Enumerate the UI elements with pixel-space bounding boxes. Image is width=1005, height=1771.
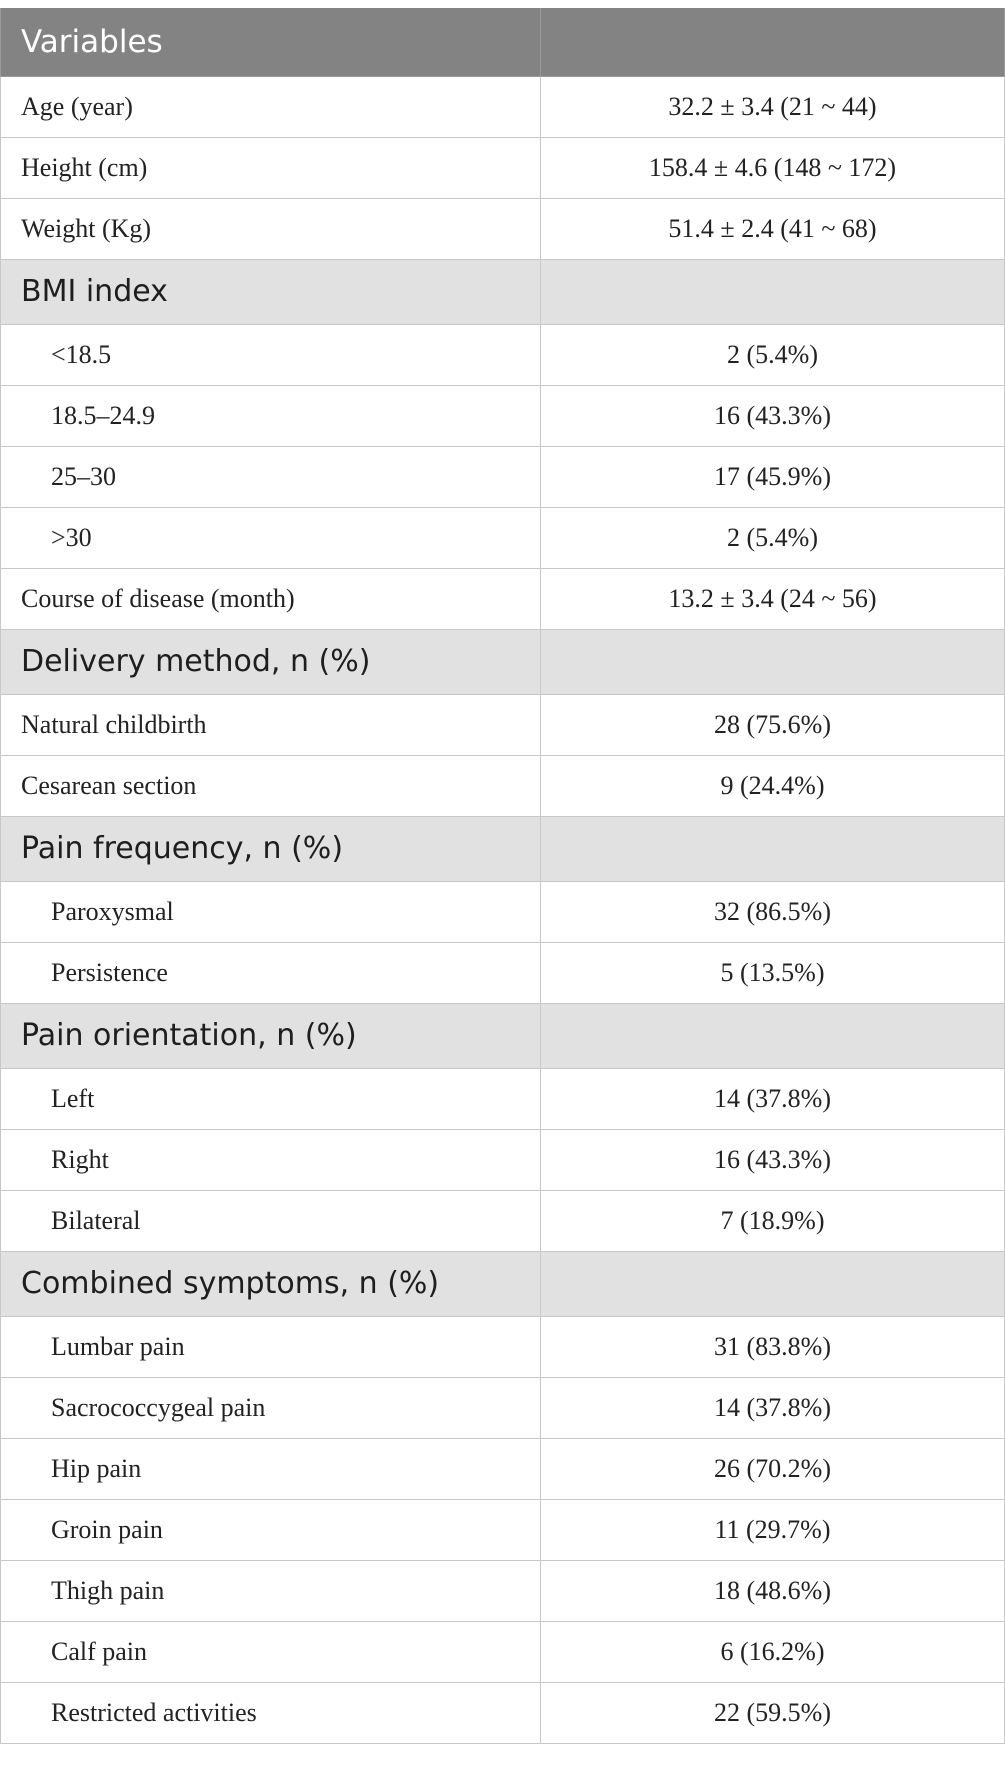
row-value: 17 (45.9%) <box>541 446 1005 507</box>
table-row <box>1 1190 1005 1251</box>
table-row <box>1 137 1005 198</box>
row-label: Right <box>1 1129 541 1190</box>
row-label: Restricted activities <box>1 1682 541 1743</box>
row-value: 2 (5.4%) <box>541 507 1005 568</box>
row-value: 13.2 ± 3.4 (24 ~ 56) <box>541 568 1005 629</box>
table-row <box>1 568 1005 629</box>
header-variables: Variables <box>1 8 541 76</box>
table-row <box>1 694 1005 755</box>
row-value: 5 (13.5%) <box>541 942 1005 1003</box>
table-row <box>1 1129 1005 1190</box>
section-label: Delivery method, n (%) <box>1 629 541 694</box>
table-row <box>1 881 1005 942</box>
table-row <box>1 1621 1005 1682</box>
table-row <box>1 755 1005 816</box>
row-value: 51.4 ± 2.4 (41 ~ 68) <box>541 198 1005 259</box>
table-row <box>1 1068 1005 1129</box>
row-label: Sacrococcygeal pain <box>1 1377 541 1438</box>
row-label: Persistence <box>1 942 541 1003</box>
section-header-row <box>1 1003 1005 1068</box>
row-label: 25–30 <box>1 446 541 507</box>
row-value: 18 (48.6%) <box>541 1560 1005 1621</box>
section-blank-cell <box>541 1003 1005 1068</box>
row-label: Left <box>1 1068 541 1129</box>
section-label: Pain orientation, n (%) <box>1 1003 541 1068</box>
row-value: 14 (37.8%) <box>541 1377 1005 1438</box>
table-row <box>1 1499 1005 1560</box>
section-blank-cell <box>541 629 1005 694</box>
table-row <box>1 1316 1005 1377</box>
table-row <box>1 1377 1005 1438</box>
row-label: Bilateral <box>1 1190 541 1251</box>
row-label: Thigh pain <box>1 1560 541 1621</box>
row-value: 26 (70.2%) <box>541 1438 1005 1499</box>
section-blank-cell <box>541 816 1005 881</box>
row-label: Height (cm) <box>1 137 541 198</box>
row-value: 16 (43.3%) <box>541 1129 1005 1190</box>
table-row <box>1 507 1005 568</box>
row-label: Paroxysmal <box>1 881 541 942</box>
row-value: 158.4 ± 4.6 (148 ~ 172) <box>541 137 1005 198</box>
row-value: 7 (18.9%) <box>541 1190 1005 1251</box>
row-label: Calf pain <box>1 1621 541 1682</box>
row-label: Groin pain <box>1 1499 541 1560</box>
row-value: 32.2 ± 3.4 (21 ~ 44) <box>541 76 1005 137</box>
table-row <box>1 1560 1005 1621</box>
table-row <box>1 942 1005 1003</box>
section-blank-cell <box>541 1251 1005 1316</box>
row-value: 9 (24.4%) <box>541 755 1005 816</box>
row-label: Cesarean section <box>1 755 541 816</box>
section-blank-cell <box>541 259 1005 324</box>
table-row <box>1 198 1005 259</box>
row-label: <18.5 <box>1 324 541 385</box>
row-label: Hip pain <box>1 1438 541 1499</box>
row-value: 16 (43.3%) <box>541 385 1005 446</box>
row-value: 31 (83.8%) <box>541 1316 1005 1377</box>
row-value: 28 (75.6%) <box>541 694 1005 755</box>
table-row <box>1 1682 1005 1743</box>
section-header-row <box>1 259 1005 324</box>
row-value: 2 (5.4%) <box>541 324 1005 385</box>
section-header-row <box>1 1251 1005 1316</box>
row-value: 22 (59.5%) <box>541 1682 1005 1743</box>
data-table-container <box>0 8 1004 1744</box>
table-row <box>1 76 1005 137</box>
row-label: Course of disease (month) <box>1 568 541 629</box>
row-value: 6 (16.2%) <box>541 1621 1005 1682</box>
table-row <box>1 324 1005 385</box>
table-row <box>1 446 1005 507</box>
table-row <box>1 385 1005 446</box>
section-label: Pain frequency, n (%) <box>1 816 541 881</box>
row-label: Weight (Kg) <box>1 198 541 259</box>
header-value <box>541 8 1005 76</box>
variables-table <box>0 8 1005 1744</box>
row-value: 32 (86.5%) <box>541 881 1005 942</box>
row-label: >30 <box>1 507 541 568</box>
row-value: 14 (37.8%) <box>541 1068 1005 1129</box>
section-header-row <box>1 816 1005 881</box>
row-label: Natural childbirth <box>1 694 541 755</box>
table-row <box>1 1438 1005 1499</box>
section-header-row <box>1 629 1005 694</box>
row-value: 11 (29.7%) <box>541 1499 1005 1560</box>
row-label: Lumbar pain <box>1 1316 541 1377</box>
section-label: BMI index <box>1 259 541 324</box>
table-header-row <box>1 8 1005 76</box>
table-body <box>1 76 1005 1743</box>
row-label: Age (year) <box>1 76 541 137</box>
section-label: Combined symptoms, n (%) <box>1 1251 541 1316</box>
row-label: 18.5–24.9 <box>1 385 541 446</box>
